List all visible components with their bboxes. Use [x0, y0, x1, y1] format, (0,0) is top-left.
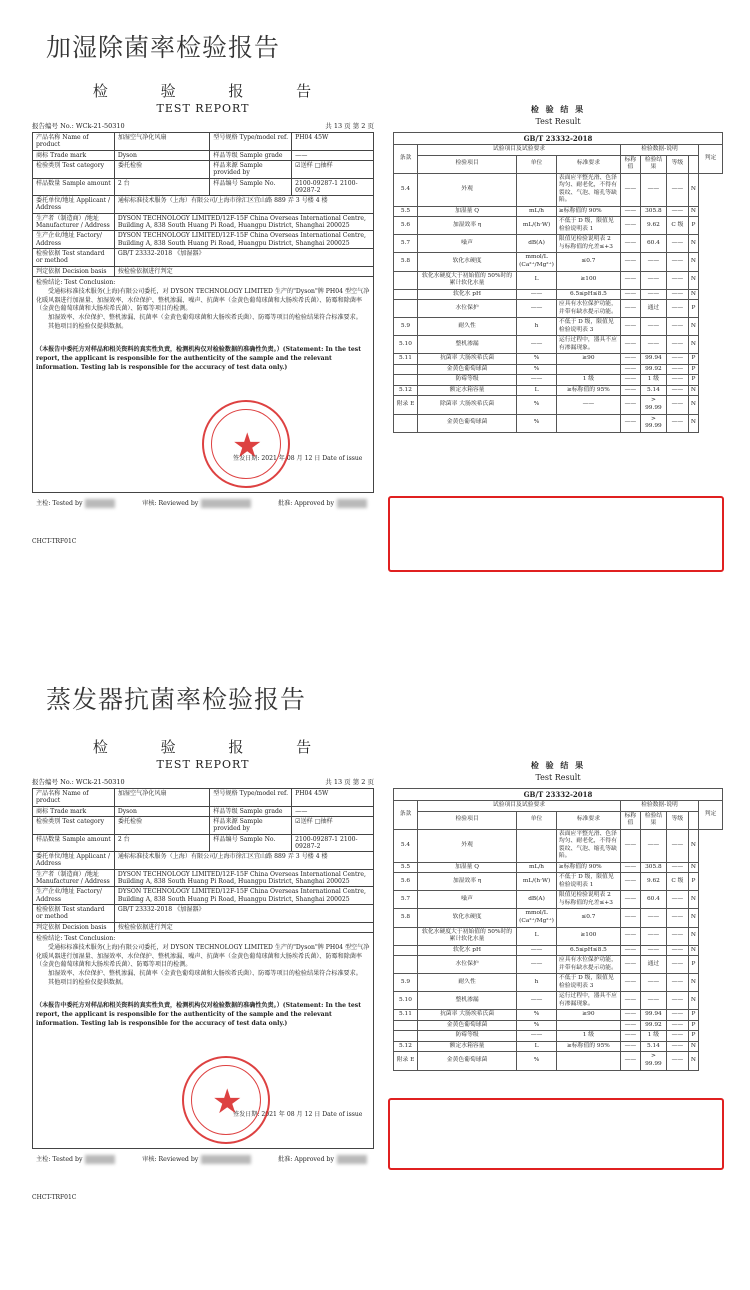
table-row: 防霉等级 —— 1 级 —— 1 级 —— P — [394, 375, 723, 386]
table-row: 5.4 外观 表面应平整光滑、色泽均匀、耐老化，不得有裂纹、气泡、缩孔等缺陷。 —— —— —— N — [394, 173, 723, 206]
table-row: 5.8 软化水硬度 mmol/L (Ca²⁺/Mg²⁺) ≤0.7 —— —— —— N — [394, 253, 723, 271]
highlight-box — [388, 1098, 724, 1170]
signature-blur — [337, 499, 367, 508]
report-title-cn: 检 验 报 告 — [92, 82, 336, 100]
conclusion-box: 检验结论: Test Conclusion: 受通标标准技术服务(上海)有限公司委托，对 DYSON TECHNOLOGY LIMITED 生产的"Dyson"牌 PH04 型空气净化暖风器进行加湿量、加湿效率、水位保护、整机渗漏、噪声、抗菌率（金黄色葡萄球菌和大肠埃希氏菌）、防霉和除菌率（金黄色葡萄球菌和大肠埃希氏菌）、防霉等项目的检测。 加湿效率、水位保护、整机渗漏、抗菌率（金黄色葡萄球菌和大肠埃希氏菌）、防霉等项目的检验结果符合标准要求。 其他项目的检验仅提供数据。 （本报告中委托方对样品和相关资料的真实性负责，检测机构仅对检验数据的准确性负责。）(Statement: In the test report, the applicant is responsible for the authenticity of the sample and the relevant information. Testing lab is responsible for the accuracy of test data only.) 签发日期: 2021 年 08 月 12 日 Date of issue — [32, 933, 374, 1149]
seal-stamp-icon: ★ — [202, 400, 290, 488]
table-row: 软化水 pH —— 6.5≤pH≤8.5 —— —— —— N — [394, 289, 723, 300]
result-table: GB/T 23332-2018 条款 试验项目及试验要求 检验数据-说明 判定 检验项目 单位 标准要求 标称值 检验结果 等级 5.4 外观 表面应平整光滑、色泽均匀、耐老化，不得有裂纹、气泡、缩孔等缺陷。 —— —— —— N 5.5 加湿量 Q mL/h ≥标称值的 90% —— 305.8 —— N 5.6 加湿效率 η mL/(h·W) 不低于 D 级，限值见检验说明表 1 —— 9.62 C 级 P 5.7 噪声 dB(A) 限值见检验说明表 2 与标称值的允差≤+3 —— 60.4 —— N 5.8 软化水硬度 mmol/L (Ca²⁺/Mg²⁺) ≤0.7 —— —— —— N 软化水硬度大于初始值的 50%时的累计软化水量 L ≥100 —— —— —— N 软化水 pH —— 6.5≤pH≤8.5 —— —— —— N 水位保护 —— 应具有水位保护功能，并带有缺水提示功能。 —— 通过 —— P 5.9 耐久性 h 不低于 D 级，限值见检验说明表 3 —— —— —— N 5.10 整机渗漏 —— 运行过程中，器具不应有渗漏现象。 —— —— —— N 5.11 抗菌率 大肠埃希氏菌 % ≥90 —— 99.94 —— P 金黄色葡萄球菌 % —— 99.92 —— P 防霉等级 —— 1 级 —— 1 级 —— P 5.12 额定水箱容量 L ≥标称值的 95% —— 5.14 —— N 附录 E 除菌率 大肠埃希氏菌 % —— —— > 99.99 —— N 金黄色葡萄球菌 % —— > 99.99 —— N — [393, 132, 723, 433]
table-row: 5.5 加湿量 Q mL/h ≥标称值的 90% —— 305.8 —— N — [394, 206, 723, 217]
table-row: 金黄色葡萄球菌 % —— > 99.99 —— N — [394, 414, 723, 432]
test-report-2: 检 验 报 告 TEST REPORT 报告编号 No.: WCk-21-50310 共 13 页 第 2 页 产品名称 Name of product 加湿空气净化风扇 型号规格 Type/model ref. PH04 45W 商标 Trade mark Dyson 样品等级 Sample grade —— 检验类别 Test category 委托检验 样品来源 Sample provided by ☑送样 □抽样 样品数量 Sample amount 2 台 样品编号 Sample No. 2100-09287-1 2100-09287-2 委托单位/地址 Applicant / Address 通标标准技术服务（上海）有限公司/上海市徐汇区宜山路 889 弄 3 号楼 4 楼 生产者（制造商）/地址 Manufacturer / Address DYSON TECHNOLOGY LIMITED/12F-15F China Overseas International Centre, Building A, 838 South Huang Pi Road, Huangpu District, Shanghai 200025 生产企业/地址 Factory/ Address DYSON TECHNOLOGY LIMITED/12F-15F China Overseas International Centre, Building A, 838 South Huang Pi Road, Huangpu District, Shanghai 200025 检验依据 Test standard or method GB/T 23332-2018 《加湿器》 判定依据 Decision basis 按检验依据进行判定 检验结论: Test Conclusion: 受通标标准技术服务(上海)有限公司委托，对 DYSON TECHNOLOGY LIMITED 生产的"Dyson"牌 PH04 型空气净化暖风器进行加湿量、加湿效率、水位保护、整机渗漏、噪声、抗菌率（金黄色葡萄球菌和大肠埃希氏菌）、防霉和除菌率（金黄色葡萄球菌和大肠埃希氏菌）、防霉等项目的检测。 加湿效率、水位保护、整机渗漏、抗菌率（金黄色葡萄球菌和大肠埃希氏菌）、防霉等项目的检验结果符合标准要求。 其他项目的检验仅提供数据。 （本报告中委托方对样品和相关资料的真实性负责，检测机构仅对检验数据的准确性负责。）(Statement: In the test report, the applicant is responsible for the authenticity of the sample and the relevant information. Testing lab is responsible for the accuracy of test data only.) 签发日期: 2021 年 08 月 12 日 Date of issue 主检: Tested by 审核: Reviewed by 批准: Approved by CHCT-TRF01C ★ — [32, 738, 374, 1201]
table-row: 金黄色葡萄球菌 % —— 99.92 —— P — [394, 364, 723, 375]
issue-date: 签发日期: 2021 年 08 月 12 日 Date of issue — [233, 454, 363, 462]
statement: （本报告中委托方对样品和相关资料的真实性负责，检测机构仅对检验数据的准确性负责。）(Statement: In the test report, the applicant is responsible for the authenticity of the sample and the relevant information. Testing lab is responsible for the accuracy of test data only.) — [36, 345, 362, 371]
test-result-2: 检 验 结 果 Test Result GB/T 23332-2018 条款 试验项目及试验要求 检验数据-说明 判定 检验项目 单位 标准要求 标称值 检验结果 等级 5.4 外观 表面应平整光滑、色泽均匀、耐老化，不得有裂纹、气泡、缩孔等缺陷。 —— —— —— N 5.5 加湿量 Q mL/h ≥标称值的 90% —— 305.8 —— N 5.6 加湿效率 η mL/(h·W) 不低于 D 级，限值见检验说明表 1 —— 9.62 C 级 P 5.7 噪声 dB(A) 限值见检验说明表 2 与标称值的允差≤+3 —— 60.4 —— N 5.8 软化水硬度 mmol/L (Ca²⁺/Mg²⁺) ≤0.7 —— —— —— N 软化水硬度大于初始值的 50%时的累计软化水量 L ≥100 —— —— —— N 软化水 pH —— 6.5≤pH≤8.5 —— —— —— N 水位保护 —— 应具有水位保护功能，并带有缺水提示功能。 —— 通过 —— P 5.9 耐久性 h 不低于 D 级，限值见检验说明表 3 —— —— —— N 5.10 整机渗漏 —— 运行过程中，器具不应有渗漏现象。 —— —— —— N 5.11 抗菌率 大肠埃希氏菌 % ≥90 —— 99.94 —— P 金黄色葡萄球菌 % —— 99.92 —— P 防霉等级 —— 1 级 —— 1 级 —— P 5.12 额定水箱容量 L ≥标称值的 95% —— 5.14 —— N 附录 E 金黄色葡萄球菌 % —— > 99.99 —— N — [393, 760, 723, 1071]
result-table: GB/T 23332-2018 条款 试验项目及试验要求 检验数据-说明 判定 检验项目 单位 标准要求 标称值 检验结果 等级 5.4 外观 表面应平整光滑、色泽均匀、耐老化，不得有裂纹、气泡、缩孔等缺陷。 —— —— —— N 5.5 加湿量 Q mL/h ≥标称值的 90% —— 305.8 —— N 5.6 加湿效率 η mL/(h·W) 不低于 D 级，限值见检验说明表 1 —— 9.62 C 级 P 5.7 噪声 dB(A) 限值见检验说明表 2 与标称值的允差≤+3 —— 60.4 —— N 5.8 软化水硬度 mmol/L (Ca²⁺/Mg²⁺) ≤0.7 —— —— —— N 软化水硬度大于初始值的 50%时的累计软化水量 L ≥100 —— —— —— N 软化水 pH —— 6.5≤pH≤8.5 —— —— —— N 水位保护 —— 应具有水位保护功能，并带有缺水提示功能。 —— 通过 —— P 5.9 耐久性 h 不低于 D 级，限值见检验说明表 3 —— —— —— N 5.10 整机渗漏 —— 运行过程中，器具不应有渗漏现象。 —— —— —— N 5.11 抗菌率 大肠埃希氏菌 % ≥90 —— 99.94 —— P 金黄色葡萄球菌 % —— 99.92 —— P 防霉等级 —— 1 级 —— 1 级 —— P 5.12 额定水箱容量 L ≥标称值的 95% —— 5.14 —— N 附录 E 金黄色葡萄球菌 % —— > 99.99 —— N — [393, 788, 723, 1071]
report-info-table: 产品名称 Name of product 加湿空气净化风扇 型号规格 Type/model ref. PH04 45W 商标 Trade mark Dyson 样品等级 Sample grade —— 检验类别 Test category 委托检验 样品来源 Sample provided by ☑送样 □抽样 样品数量 Sample amount 2 台 样品编号 Sample No. 2100-09287-1 2100-09287-2 委托单位/地址 Applicant / Address 通标标准技术服务（上海）有限公司/上海市徐汇区宜山路 889 弄 3 号楼 4 楼 生产者（制造商）/地址 Manufacturer / Address DYSON TECHNOLOGY LIMITED/12F-15F China Overseas International Centre, Building A, 838 South Huang Pi Road, Huangpu District, Shanghai 200025 生产企业/地址 Factory/ Address DYSON TECHNOLOGY LIMITED/12F-15F China Overseas International Centre, Building A, 838 South Huang Pi Road, Huangpu District, Shanghai 200025 检验依据 Test standard or method GB/T 23332-2018 《加湿器》 判定依据 Decision basis 按检验依据进行判定 — [32, 788, 374, 933]
highlight-box — [388, 496, 724, 572]
signature-row: 主检: Tested by 审核: Reviewed by 批准: Approved by — [32, 493, 374, 508]
section-title-2: 蒸发器抗菌率检验报告 — [46, 685, 307, 714]
test-report-1 — [32, 82, 374, 545]
report-title-en: TEST REPORT — [156, 102, 250, 115]
table-row: 软化水硬度大于初始值的 50%时的累计软化水量 L ≥100 —— —— —— N — [394, 271, 723, 289]
signature-blur — [85, 499, 115, 508]
conclusion-box: 检验结论: Test Conclusion: 受通标标准技术服务(上海)有限公司委托，对 DYSON TECHNOLOGY LIMITED 生产的"Dyson"牌 PH04 型空气净化暖风器进行加湿量、加湿效率、水位保护、整机渗漏、噪声、抗菌率（金黄色葡萄球菌和大肠埃希氏菌）、防霉和除菌率（金黄色葡萄球菌和大肠埃希氏菌）、防霉等项目的检测。 加湿效率、水位保护、整机渗漏、抗菌率（金黄色葡萄球菌和大肠埃希氏菌）、防霉等项目的检验结果符合标准要求。 其他项目的检验仅提供数据。 （本报告中委托方对样品和相关资料的真实性负责，检测机构仅对检验数据的准确性负责。）(Statement: In the test report, the applicant is responsible for the authenticity of the sample and the relevant information. Testing lab is responsible for the accuracy of test data only.) 签发日期: 2021 年 08 月 12 日 Date of issue — [32, 277, 374, 493]
seal-stamp-icon: ★ — [182, 1056, 270, 1144]
report-number: 报告编号 No.: WCk-21-50310 — [32, 122, 125, 131]
table-row: 5.6 加湿效率 η mL/(h·W) 不低于 D 级，限值见检验说明表 1 —— 9.62 C 级 P — [394, 217, 723, 235]
report-info-table: 产品名称 Name of product 加湿空气净化风扇 型号规格 Type/model ref. PH04 45W 商标 Trade mark Dyson 样品等级 Sample grade —— 检验类别 Test category 委托检验 样品来源 Sample provided by ☑送样 □抽样 样品数量 Sample amount 2 台 样品编号 Sample No. 2100-09287-1 2100-09287-2 委托单位/地址 Applicant / Address 通标标准技术服务（上海）有限公司/上海市徐汇区宜山路 889 弄 3 号楼 4 楼 生产者（制造商）/地址 Manufacturer / Address DYSON TECHNOLOGY LIMITED/12F-15F China Overseas International Centre, Building A, 838 South Huang Pi Road, Huangpu District, Shanghai 200025 生产企业/地址 Factory/ Address DYSON TECHNOLOGY LIMITED/12F-15F China Overseas International Centre, Building A, 838 South Huang Pi Road, Huangpu District, Shanghai 200025 检验依据 Test standard or method GB/T 23332-2018 《加湿器》 判定依据 Decision basis 按检验依据进行判定 — [32, 132, 374, 277]
form-code: CHCT-TRF01C — [32, 537, 77, 545]
table-row: 5.9 耐久性 h 不低于 D 级，限值见检验说明表 3 —— —— —— N — [394, 318, 723, 336]
section-title-1: 加湿除菌率检验报告 — [46, 33, 281, 62]
table-row: 5.11 抗菌率 大肠埃希氏菌 % ≥90 —— 99.94 —— P — [394, 354, 723, 365]
signature-blur — [201, 499, 251, 508]
signature-row: 主检: Tested by 审核: Reviewed by 批准: Approved by — [32, 1149, 374, 1164]
page-number: 共 13 页 第 2 页 — [325, 122, 374, 131]
table-row: 附录 E 除菌率 大肠埃希氏菌 % —— —— > 99.99 —— N — [394, 396, 723, 414]
table-row: 水位保护 —— 应具有水位保护功能，并带有缺水提示功能。 —— 通过 —— P — [394, 300, 723, 318]
table-row: 5.12 额定水箱容量 L ≥标称值的 95% —— 5.14 —— N — [394, 385, 723, 396]
table-row: 5.10 整机渗漏 —— 运行过程中，器具不应有渗漏现象。 —— —— —— N — [394, 336, 723, 354]
test-result-1: 检 验 结 果 Test Result GB/T 23332-2018 条款 试验项目及试验要求 检验数据-说明 判定 检验项目 单位 标准要求 标称值 检验结果 等级 5.4 外观 表面应平整光滑、色泽均匀、耐老化，不得有裂纹、气泡、缩孔等缺陷。 —— —— —— N 5.5 加湿量 Q mL/h ≥标称值的 90% —— 305.8 —— N 5.6 加湿效率 η mL/(h·W) 不低于 D 级，限值见检验说明表 1 —— 9.62 C 级 P 5.7 噪声 dB(A) 限值见检验说明表 2 与标称值的允差≤+3 —— 60.4 —— N 5.8 软化水硬度 mmol/L (Ca²⁺/Mg²⁺) ≤0.7 —— —— —— N 软化水硬度大于初始值的 50%时的累计软化水量 L ≥100 —— —— —— N 软化水 pH —— 6.5≤pH≤8.5 —— —— —— N 水位保护 —— 应具有水位保护功能，并带有缺水提示功能。 —— 通过 —— P 5.9 耐久性 h 不低于 D 级，限值见检验说明表 3 —— —— —— N 5.10 整机渗漏 —— 运行过程中，器具不应有渗漏现象。 —— —— —— N 5.11 抗菌率 大肠埃希氏菌 % ≥90 —— 99.94 —— P 金黄色葡萄球菌 % —— 99.92 —— P 防霉等级 —— 1 级 —— 1 级 —— P 5.12 额定水箱容量 L ≥标称值的 95% —— 5.14 —— N 附录 E 除菌率 大肠埃希氏菌 % —— —— > 99.99 —— N 金黄色葡萄球菌 % —— > 99.99 —— N — [393, 104, 723, 433]
table-row: 5.7 噪声 dB(A) 限值见检验说明表 2 与标称值的允差≤+3 —— 60.4 —— N — [394, 235, 723, 253]
